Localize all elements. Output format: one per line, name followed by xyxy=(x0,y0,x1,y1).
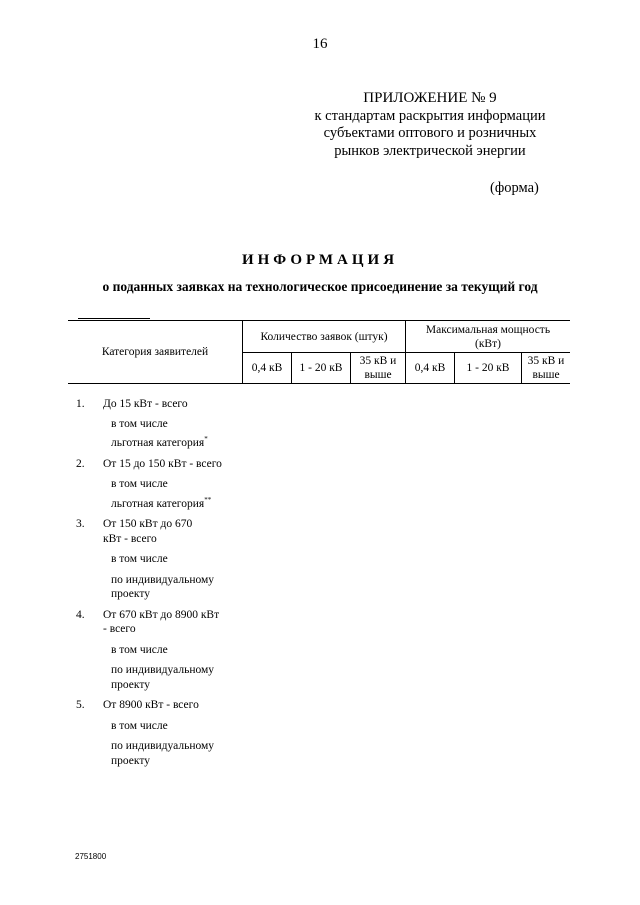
document-title: ИНФОРМАЦИЯ xyxy=(241,252,399,268)
power-header: Максимальная мощность (кВт) xyxy=(406,321,571,353)
row-number: 5. xyxy=(76,699,85,711)
category-header: Категория заявителей xyxy=(68,321,243,384)
row-number: 1. xyxy=(76,398,85,410)
row-sub: в том числе xyxy=(111,417,168,430)
row-label: От 670 кВт до 8900 кВт - всего xyxy=(103,608,220,635)
footnote-mark: ** xyxy=(204,495,212,504)
subcol-count-04: 0,4 кВ xyxy=(243,353,292,384)
row-label: От 150 кВт до 670 кВт - всего xyxy=(103,518,193,545)
list-item xyxy=(76,397,276,451)
row-sub: в том числе xyxy=(111,478,168,490)
row-label: От 15 до 150 кВт - всего xyxy=(103,457,222,470)
page-number: 16 xyxy=(312,36,328,52)
row-sub: в том числе xyxy=(111,719,168,732)
row-label: От 8900 кВт - всего xyxy=(103,699,199,711)
list-item xyxy=(76,457,276,512)
document-subtitle: о поданных заявках на технологическое присоединение за текущий год xyxy=(102,279,538,294)
category-list xyxy=(76,397,276,768)
row-sub-line xyxy=(111,497,276,512)
appendix-line: к стандартам раскрытия информации xyxy=(314,107,546,124)
list-item xyxy=(76,608,276,693)
list-item xyxy=(76,517,276,602)
row-sub: льготная категория xyxy=(111,437,205,449)
row-number: 3. xyxy=(76,518,85,530)
footnote-mark: * xyxy=(204,435,208,444)
row-sub: по индивидуальному проекту xyxy=(111,664,215,691)
row-sub: в том числе xyxy=(111,553,168,565)
row-label: До 15 кВт - всего xyxy=(103,398,188,410)
count-header: Количество заявок (штук) xyxy=(243,321,406,353)
subcol-count-1-20: 1 - 20 кВ xyxy=(292,353,351,384)
document-code: 2751800 xyxy=(75,852,107,861)
row-sub: льготная категория xyxy=(111,497,205,510)
appendix-title: ПРИЛОЖЕНИЕ № 9 xyxy=(363,90,497,106)
subcol-count-35: 35 кВ и выше xyxy=(351,353,406,384)
subcol-power-1-20: 1 - 20 кВ xyxy=(455,353,522,384)
row-number: 4. xyxy=(76,608,85,621)
row-sub: по индивидуальному проекту xyxy=(111,740,215,767)
list-item xyxy=(76,698,276,768)
subcol-power-04: 0,4 кВ xyxy=(406,353,455,384)
appendix-line: субъектами оптового и розничных xyxy=(323,125,537,141)
appendix-line: рынков электрической энергии xyxy=(334,142,526,159)
row-sub-line xyxy=(111,436,276,451)
subcol-power-35: 35 кВ и выше xyxy=(522,353,571,384)
row-sub: в том числе xyxy=(111,643,168,656)
applications-table-header xyxy=(68,320,570,384)
row-number: 2. xyxy=(76,457,85,470)
appendix-block xyxy=(280,90,580,160)
top-rule xyxy=(78,318,150,319)
form-label: (форма) xyxy=(490,180,539,196)
row-sub: по индивидуальному проекту xyxy=(111,573,215,600)
